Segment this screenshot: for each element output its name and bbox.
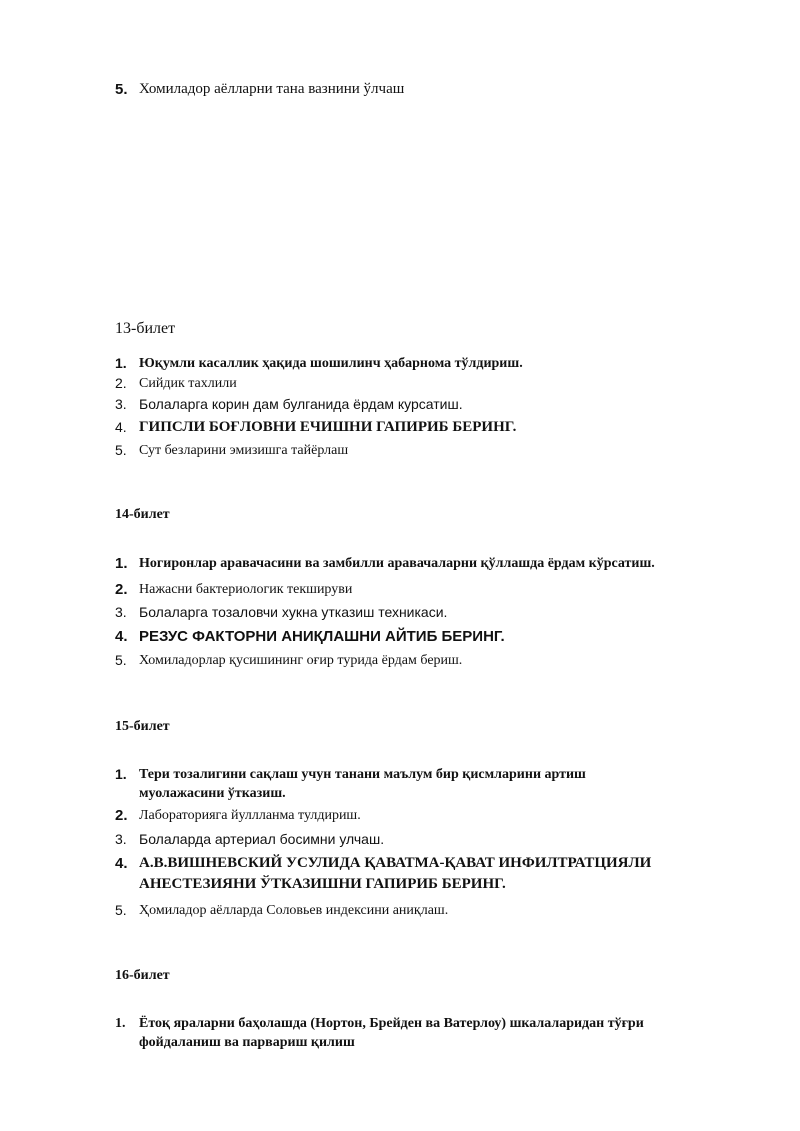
ticket-title-15: 15-билет	[115, 719, 170, 734]
ticket-title-16: 16-билет	[115, 968, 170, 983]
item-text: Лабораторияга йуллланма тулдириш.	[139, 808, 361, 823]
item-number: 1.	[115, 766, 127, 782]
item-text: Хомиладорлар қусишининг оғир турида ёрдам бериш.	[139, 653, 463, 668]
item-text: Ҳомиладор аёлларда Соловьев индексини аниқлаш.	[139, 903, 449, 918]
item-text-line: муолажасини ўтказиш.	[139, 786, 286, 801]
item-number: 2.	[115, 581, 128, 598]
item-number: 1.	[115, 355, 127, 371]
item-number: 5.	[115, 81, 128, 98]
item-number: 1.	[115, 555, 128, 572]
item-number: 5.	[115, 652, 127, 668]
item-number: 2.	[115, 807, 128, 824]
item-number: 2.	[115, 375, 127, 391]
list-item	[115, 853, 755, 897]
item-text: Сут безларини эмизишга тайёрлаш	[139, 443, 349, 458]
item-text-line: А.В.ВИШНЕВСКИЙ УСУЛИДА ҚАВАТМА-ҚАВАТ ИНФИЛТРАТЦИЯЛИ	[139, 855, 652, 871]
list-item	[115, 1014, 755, 1052]
item-number: 5.	[115, 902, 127, 918]
ticket-title-14: 14-билет	[115, 507, 170, 522]
item-number: 4.	[115, 628, 128, 645]
item-text: Болаларга корин дам булганида ёрдам курсатиш.	[139, 396, 463, 412]
item-text	[139, 853, 739, 895]
item-text-line: фойдаланиш ва парвариш қилиш	[139, 1035, 355, 1050]
item-text-line: Тери тозалигини сақлаш учун танани маълум бир қисмларини артиш	[139, 767, 586, 782]
ticket-title-13: 13-билет	[115, 320, 176, 337]
item-text: Нажасни бактериологик текшируви	[139, 582, 353, 597]
item-number: 4.	[115, 419, 127, 435]
item-text-line: АНЕСТЕЗИЯНИ ЎТКАЗИШНИ ГАПИРИБ БЕРИНГ.	[139, 876, 506, 892]
item-number: 1.	[115, 1016, 126, 1031]
item-number: 3.	[115, 831, 127, 847]
item-text: Болаларда артериал босимни улчаш.	[139, 831, 385, 847]
item-text: РЕЗУС ФАКТОРНИ АНИҚЛАШНИ АЙТИБ БЕРИНГ.	[139, 628, 505, 645]
item-number: 3.	[115, 396, 127, 412]
item-number: 4.	[115, 855, 128, 872]
item-text: Хомиладор аёлларни тана вазнини ўлчаш	[139, 81, 405, 97]
item-text: ГИПСЛИ БОҒЛОВНИ ЕЧИШНИ ГАПИРИБ БЕРИНГ.	[139, 419, 517, 435]
item-text-line: Ётоқ яраларни баҳолашда (Нортон, Брейден ва Ватерлоу) шкалаларидан тўғри	[139, 1016, 644, 1031]
list-item	[115, 765, 755, 803]
item-number: 3.	[115, 604, 127, 620]
item-text	[139, 1014, 739, 1052]
item-text: Болаларга тозаловчи хукна утказиш техникаси.	[139, 604, 448, 620]
item-text: Ногиронлар аравачасини ва замбилли аравачаларни қўллашда ёрдам кўрсатиш.	[139, 556, 655, 571]
item-text: Сийдик тахлили	[139, 376, 237, 391]
item-text: Юқумли касаллик ҳақида шошилинч ҳабарнома тўлдириш.	[139, 356, 523, 371]
item-number: 5.	[115, 442, 127, 458]
item-text	[139, 765, 739, 803]
